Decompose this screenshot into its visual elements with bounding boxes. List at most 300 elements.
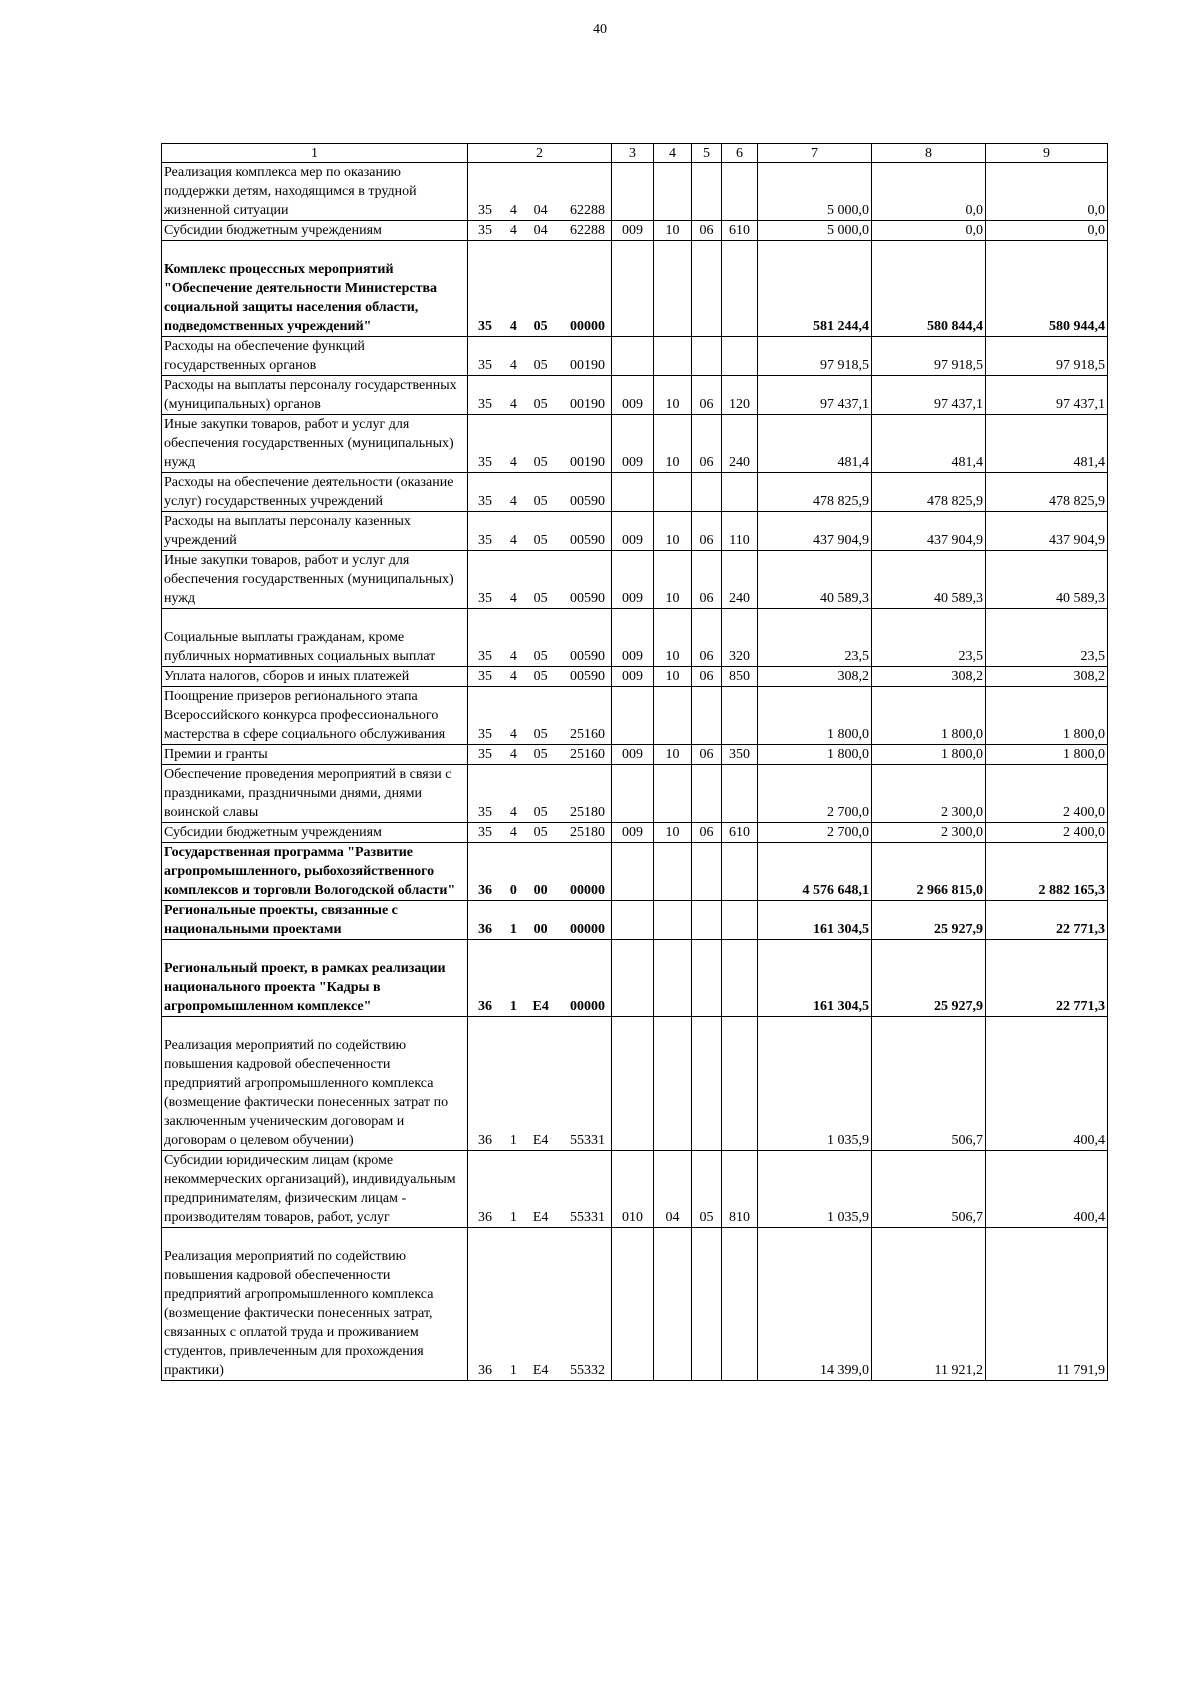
- code-program: 35: [478, 494, 492, 509]
- row-code: [468, 667, 612, 687]
- code-program: 35: [478, 397, 492, 412]
- col-5: [692, 687, 722, 745]
- table-row: [162, 901, 1108, 940]
- code-item: 00190: [569, 358, 605, 373]
- code-item: 00000: [569, 922, 605, 937]
- code-item: 55331: [569, 1210, 605, 1225]
- row-code: [468, 473, 612, 512]
- row-code: [468, 1017, 612, 1151]
- col-3: [612, 473, 654, 512]
- code-subprogram: 1: [509, 1133, 517, 1148]
- amount-col-8: 0,0: [872, 221, 986, 241]
- code-item: 25160: [569, 727, 605, 742]
- row-name: Расходы на обеспечение функций государственных органов: [162, 337, 468, 376]
- row-name: Иные закупки товаров, работ и услуг для обеспечения государственных (муниципальных) нужд: [162, 415, 468, 473]
- col-5: [692, 843, 722, 901]
- col-5: 06: [692, 609, 722, 667]
- code-program: 36: [478, 922, 492, 937]
- col-4: 10: [654, 667, 692, 687]
- table-body: [162, 144, 1108, 1381]
- col-3: 009: [612, 823, 654, 843]
- col-3: 009: [612, 221, 654, 241]
- code-direction: 05: [533, 358, 548, 373]
- code-subprogram: 1: [509, 1363, 517, 1378]
- code-subprogram: 4: [509, 825, 517, 840]
- amount-col-7: 481,4: [758, 415, 872, 473]
- col-5: 05: [692, 1151, 722, 1228]
- col-6: 110: [722, 512, 758, 551]
- code-item: 25180: [569, 805, 605, 820]
- amount-col-9: 11 791,9: [986, 1228, 1108, 1381]
- table-row: [162, 823, 1108, 843]
- amount-col-7: 97 918,5: [758, 337, 872, 376]
- amount-col-8: 40 589,3: [872, 551, 986, 609]
- table-row: [162, 843, 1108, 901]
- row-code: [468, 163, 612, 221]
- amount-col-9: 481,4: [986, 415, 1108, 473]
- amount-col-9: 580 944,4: [986, 241, 1108, 337]
- col-5: [692, 901, 722, 940]
- amount-col-9: 2 400,0: [986, 765, 1108, 823]
- amount-col-8: 437 904,9: [872, 512, 986, 551]
- row-code: [468, 901, 612, 940]
- col-5: 06: [692, 551, 722, 609]
- col-6: 240: [722, 415, 758, 473]
- code-direction: 05: [533, 669, 548, 684]
- code-direction: 05: [533, 747, 548, 762]
- amount-col-8: 1 800,0: [872, 687, 986, 745]
- code-program: 36: [478, 1363, 492, 1378]
- header-cell: 3: [612, 144, 654, 163]
- table-row: [162, 687, 1108, 745]
- code-program: 35: [478, 825, 492, 840]
- col-4: [654, 1017, 692, 1151]
- row-name: Социальные выплаты гражданам, кроме публичных нормативных социальных выплат: [162, 609, 468, 667]
- col-3: 009: [612, 512, 654, 551]
- code-subprogram: 4: [509, 358, 517, 373]
- col-5: [692, 1228, 722, 1381]
- col-4: 10: [654, 609, 692, 667]
- code-subprogram: 1: [509, 999, 517, 1014]
- col-4: [654, 1228, 692, 1381]
- table-row: [162, 376, 1108, 415]
- amount-col-9: 1 800,0: [986, 687, 1108, 745]
- table-row: [162, 940, 1108, 1017]
- col-6: 240: [722, 551, 758, 609]
- code-subprogram: 4: [509, 649, 517, 664]
- col-3: 009: [612, 551, 654, 609]
- amount-col-9: 0,0: [986, 163, 1108, 221]
- amount-col-8: 25 927,9: [872, 901, 986, 940]
- col-4: 10: [654, 512, 692, 551]
- amount-col-9: 97 918,5: [986, 337, 1108, 376]
- col-6: 810: [722, 1151, 758, 1228]
- amount-col-7: 40 589,3: [758, 551, 872, 609]
- code-direction: 04: [533, 223, 548, 238]
- col-4: [654, 473, 692, 512]
- col-5: [692, 241, 722, 337]
- header-cell: 1: [162, 144, 468, 163]
- table-row: [162, 221, 1108, 241]
- table-row: [162, 745, 1108, 765]
- row-code: [468, 823, 612, 843]
- header-cell: 2: [468, 144, 612, 163]
- code-direction: 05: [533, 805, 548, 820]
- amount-col-8: 506,7: [872, 1017, 986, 1151]
- row-name: Реализация мероприятий по содействию повышения кадровой обеспеченности предприятий агропромышленного комплекса (возмещение фактически понесенных затрат, связанных с оплатой труда и проживанием студентов, привлеченным для прохождения практики): [162, 1228, 468, 1381]
- row-code: [468, 415, 612, 473]
- amount-col-7: 161 304,5: [758, 901, 872, 940]
- code-direction: 05: [533, 455, 548, 470]
- code-subprogram: 4: [509, 591, 517, 606]
- amount-col-8: 1 800,0: [872, 745, 986, 765]
- table-row: [162, 163, 1108, 221]
- row-code: [468, 241, 612, 337]
- col-5: [692, 473, 722, 512]
- col-3: 009: [612, 415, 654, 473]
- amount-col-7: 2 700,0: [758, 823, 872, 843]
- code-item: 62288: [569, 223, 605, 238]
- code-item: 62288: [569, 203, 605, 218]
- row-name: Иные закупки товаров, работ и услуг для обеспечения государственных (муниципальных) нужд: [162, 551, 468, 609]
- row-code: [468, 843, 612, 901]
- code-subprogram: 4: [509, 455, 517, 470]
- code-item: 25180: [569, 825, 605, 840]
- row-name: Субсидии бюджетным учреждениям: [162, 221, 468, 241]
- col-6: 350: [722, 745, 758, 765]
- col-5: [692, 163, 722, 221]
- col-4: 10: [654, 551, 692, 609]
- header-row: [162, 144, 1108, 163]
- table-row: [162, 667, 1108, 687]
- code-subprogram: 4: [509, 727, 517, 742]
- code-program: 35: [478, 669, 492, 684]
- col-3: [612, 843, 654, 901]
- row-code: [468, 687, 612, 745]
- row-code: [468, 1151, 612, 1228]
- code-direction: 05: [533, 319, 548, 334]
- amount-col-8: 23,5: [872, 609, 986, 667]
- code-direction: 05: [533, 533, 548, 548]
- code-direction: E4: [532, 1133, 549, 1148]
- code-program: 35: [478, 805, 492, 820]
- col-3: [612, 1228, 654, 1381]
- code-item: 55332: [569, 1363, 605, 1378]
- code-program: 35: [478, 455, 492, 470]
- amount-col-8: 580 844,4: [872, 241, 986, 337]
- table-row: [162, 1017, 1108, 1151]
- col-6: [722, 765, 758, 823]
- amount-col-7: 23,5: [758, 609, 872, 667]
- amount-col-7: 4 576 648,1: [758, 843, 872, 901]
- col-3: [612, 940, 654, 1017]
- code-subprogram: 4: [509, 533, 517, 548]
- amount-col-9: 23,5: [986, 609, 1108, 667]
- amount-col-9: 40 589,3: [986, 551, 1108, 609]
- amount-col-8: 25 927,9: [872, 940, 986, 1017]
- code-direction: 04: [533, 203, 548, 218]
- header-cell: 9: [986, 144, 1108, 163]
- row-name: Реализация мероприятий по содействию повышения кадровой обеспеченности предприятий агропромышленного комплекса (возмещение фактически понесенных затрат по заключенным ученическим договорам и договорам о целевом обучении): [162, 1017, 468, 1151]
- table-row: [162, 1151, 1108, 1228]
- col-3: 009: [612, 667, 654, 687]
- col-5: 06: [692, 376, 722, 415]
- code-program: 35: [478, 533, 492, 548]
- col-4: [654, 901, 692, 940]
- col-6: [722, 163, 758, 221]
- row-name: Расходы на обеспечение деятельности (оказание услуг) государственных учреждений: [162, 473, 468, 512]
- col-3: [612, 901, 654, 940]
- code-direction: E4: [532, 1210, 549, 1225]
- code-program: 36: [478, 1133, 492, 1148]
- amount-col-7: 1 800,0: [758, 745, 872, 765]
- amount-col-7: 5 000,0: [758, 163, 872, 221]
- table-row: [162, 1228, 1108, 1381]
- code-item: 00590: [569, 494, 605, 509]
- col-6: [722, 940, 758, 1017]
- row-name: Расходы на выплаты персоналу казенных учреждений: [162, 512, 468, 551]
- code-item: 00590: [569, 591, 605, 606]
- col-3: [612, 241, 654, 337]
- col-4: 10: [654, 823, 692, 843]
- code-subprogram: 4: [509, 747, 517, 762]
- header-cell: 7: [758, 144, 872, 163]
- code-program: 35: [478, 203, 492, 218]
- amount-col-7: 308,2: [758, 667, 872, 687]
- col-3: 010: [612, 1151, 654, 1228]
- code-subprogram: 1: [509, 922, 517, 937]
- table-row: [162, 551, 1108, 609]
- row-name: Реализация комплекса мер по оказанию поддержки детям, находящимся в трудной жизненной ситуации: [162, 163, 468, 221]
- code-subprogram: 4: [509, 805, 517, 820]
- col-6: 610: [722, 823, 758, 843]
- col-5: 06: [692, 512, 722, 551]
- amount-col-8: 0,0: [872, 163, 986, 221]
- code-subprogram: 4: [509, 203, 517, 218]
- col-6: [722, 687, 758, 745]
- amount-col-9: 0,0: [986, 221, 1108, 241]
- row-name: Субсидии бюджетным учреждениям: [162, 823, 468, 843]
- code-subprogram: 4: [509, 669, 517, 684]
- col-4: [654, 337, 692, 376]
- col-4: 10: [654, 745, 692, 765]
- code-direction: 05: [533, 825, 548, 840]
- amount-col-8: 97 918,5: [872, 337, 986, 376]
- col-6: [722, 337, 758, 376]
- code-direction: E4: [532, 999, 549, 1014]
- col-4: 04: [654, 1151, 692, 1228]
- code-direction: 05: [533, 397, 548, 412]
- table-row: [162, 609, 1108, 667]
- header-cell: 6: [722, 144, 758, 163]
- code-program: 35: [478, 591, 492, 606]
- col-6: 320: [722, 609, 758, 667]
- col-6: [722, 1017, 758, 1151]
- row-code: [468, 376, 612, 415]
- code-direction: 05: [533, 591, 548, 606]
- code-program: 35: [478, 649, 492, 664]
- amount-col-7: 581 244,4: [758, 241, 872, 337]
- col-6: 610: [722, 221, 758, 241]
- code-program: 35: [478, 727, 492, 742]
- amount-col-9: 2 882 165,3: [986, 843, 1108, 901]
- col-3: 009: [612, 609, 654, 667]
- code-direction: 00: [533, 883, 548, 898]
- amount-col-9: 1 800,0: [986, 745, 1108, 765]
- code-program: 36: [478, 1210, 492, 1225]
- row-code: [468, 745, 612, 765]
- col-5: 06: [692, 667, 722, 687]
- amount-col-9: 22 771,3: [986, 901, 1108, 940]
- table-row: [162, 512, 1108, 551]
- col-4: 10: [654, 221, 692, 241]
- table-row: [162, 337, 1108, 376]
- col-6: [722, 241, 758, 337]
- col-5: [692, 1017, 722, 1151]
- col-4: [654, 163, 692, 221]
- row-name: Премии и гранты: [162, 745, 468, 765]
- col-3: 009: [612, 745, 654, 765]
- row-code: [468, 551, 612, 609]
- row-name: Уплата налогов, сборов и иных платежей: [162, 667, 468, 687]
- code-item: 00000: [569, 319, 605, 334]
- col-6: [722, 901, 758, 940]
- row-name: Комплекс процессных мероприятий "Обеспечение деятельности Министерства социальной защиты населения области, подведомственных учреждений": [162, 241, 468, 337]
- col-4: [654, 843, 692, 901]
- code-item: 00000: [569, 999, 605, 1014]
- col-6: [722, 1228, 758, 1381]
- col-4: [654, 765, 692, 823]
- col-5: [692, 940, 722, 1017]
- code-direction: 00: [533, 922, 548, 937]
- code-direction: 05: [533, 494, 548, 509]
- code-program: 36: [478, 999, 492, 1014]
- col-6: 120: [722, 376, 758, 415]
- col-5: [692, 765, 722, 823]
- row-name: Региональный проект, в рамках реализации национального проекта "Кадры в агропромышленном комплексе": [162, 940, 468, 1017]
- code-subprogram: 4: [509, 223, 517, 238]
- amount-col-8: 506,7: [872, 1151, 986, 1228]
- code-subprogram: 4: [509, 397, 517, 412]
- code-direction: 05: [533, 649, 548, 664]
- amount-col-7: 478 825,9: [758, 473, 872, 512]
- amount-col-8: 2 300,0: [872, 823, 986, 843]
- code-program: 35: [478, 358, 492, 373]
- amount-col-7: 1 800,0: [758, 687, 872, 745]
- col-3: [612, 163, 654, 221]
- col-5: 06: [692, 823, 722, 843]
- col-3: [612, 687, 654, 745]
- code-subprogram: 1: [509, 1210, 517, 1225]
- amount-col-8: 11 921,2: [872, 1228, 986, 1381]
- amount-col-7: 14 399,0: [758, 1228, 872, 1381]
- row-name: Обеспечение проведения мероприятий в связи с праздниками, праздничными днями, днями воинской славы: [162, 765, 468, 823]
- amount-col-9: 437 904,9: [986, 512, 1108, 551]
- col-3: [612, 765, 654, 823]
- row-name: Региональные проекты, связанные с национальными проектами: [162, 901, 468, 940]
- amount-col-7: 97 437,1: [758, 376, 872, 415]
- amount-col-9: 478 825,9: [986, 473, 1108, 512]
- col-4: [654, 940, 692, 1017]
- col-3: [612, 337, 654, 376]
- amount-col-8: 2 300,0: [872, 765, 986, 823]
- code-direction: 05: [533, 727, 548, 742]
- amount-col-8: 97 437,1: [872, 376, 986, 415]
- col-5: 06: [692, 221, 722, 241]
- code-item: 55331: [569, 1133, 605, 1148]
- table-row: [162, 415, 1108, 473]
- amount-col-7: 161 304,5: [758, 940, 872, 1017]
- row-code: [468, 765, 612, 823]
- code-item: 00000: [569, 883, 605, 898]
- code-subprogram: 4: [509, 494, 517, 509]
- code-program: 35: [478, 319, 492, 334]
- code-item: 00590: [569, 533, 605, 548]
- row-code: [468, 221, 612, 241]
- amount-col-9: 308,2: [986, 667, 1108, 687]
- code-program: 35: [478, 747, 492, 762]
- amount-col-7: 2 700,0: [758, 765, 872, 823]
- budget-table: [161, 143, 1108, 1381]
- amount-col-8: 481,4: [872, 415, 986, 473]
- row-name: Субсидии юридическим лицам (кроме некоммерческих организаций), индивидуальным предпринимателям, физическим лицам - производителям товаров, работ, услуг: [162, 1151, 468, 1228]
- col-4: [654, 241, 692, 337]
- amount-col-7: 437 904,9: [758, 512, 872, 551]
- header-cell: 4: [654, 144, 692, 163]
- col-5: 06: [692, 415, 722, 473]
- amount-col-7: 1 035,9: [758, 1017, 872, 1151]
- row-name: Государственная программа "Развитие агропромышленного, рыбохозяйственного комплексов и торговли Вологодской области": [162, 843, 468, 901]
- row-code: [468, 609, 612, 667]
- code-item: 00190: [569, 455, 605, 470]
- amount-col-7: 1 035,9: [758, 1151, 872, 1228]
- code-subprogram: 4: [509, 319, 517, 334]
- col-4: [654, 687, 692, 745]
- col-4: 10: [654, 415, 692, 473]
- col-6: [722, 843, 758, 901]
- amount-col-9: 22 771,3: [986, 940, 1108, 1017]
- code-direction: E4: [532, 1363, 549, 1378]
- table-row: [162, 241, 1108, 337]
- amount-col-8: 2 966 815,0: [872, 843, 986, 901]
- code-program: 35: [478, 223, 492, 238]
- header-cell: 8: [872, 144, 986, 163]
- row-name: Расходы на выплаты персоналу государственных (муниципальных) органов: [162, 376, 468, 415]
- row-code: [468, 512, 612, 551]
- code-program: 36: [478, 883, 492, 898]
- col-5: [692, 337, 722, 376]
- amount-col-8: 478 825,9: [872, 473, 986, 512]
- code-subprogram: 0: [509, 883, 517, 898]
- amount-col-8: 308,2: [872, 667, 986, 687]
- col-6: 850: [722, 667, 758, 687]
- code-item: 00590: [569, 669, 605, 684]
- col-3: 009: [612, 376, 654, 415]
- row-code: [468, 940, 612, 1017]
- header-cell: 5: [692, 144, 722, 163]
- col-6: [722, 473, 758, 512]
- col-3: [612, 1017, 654, 1151]
- table-row: [162, 765, 1108, 823]
- amount-col-9: 400,4: [986, 1017, 1108, 1151]
- col-4: 10: [654, 376, 692, 415]
- row-code: [468, 1228, 612, 1381]
- table-row: [162, 473, 1108, 512]
- amount-col-9: 97 437,1: [986, 376, 1108, 415]
- amount-col-9: 400,4: [986, 1151, 1108, 1228]
- amount-col-9: 2 400,0: [986, 823, 1108, 843]
- amount-col-7: 5 000,0: [758, 221, 872, 241]
